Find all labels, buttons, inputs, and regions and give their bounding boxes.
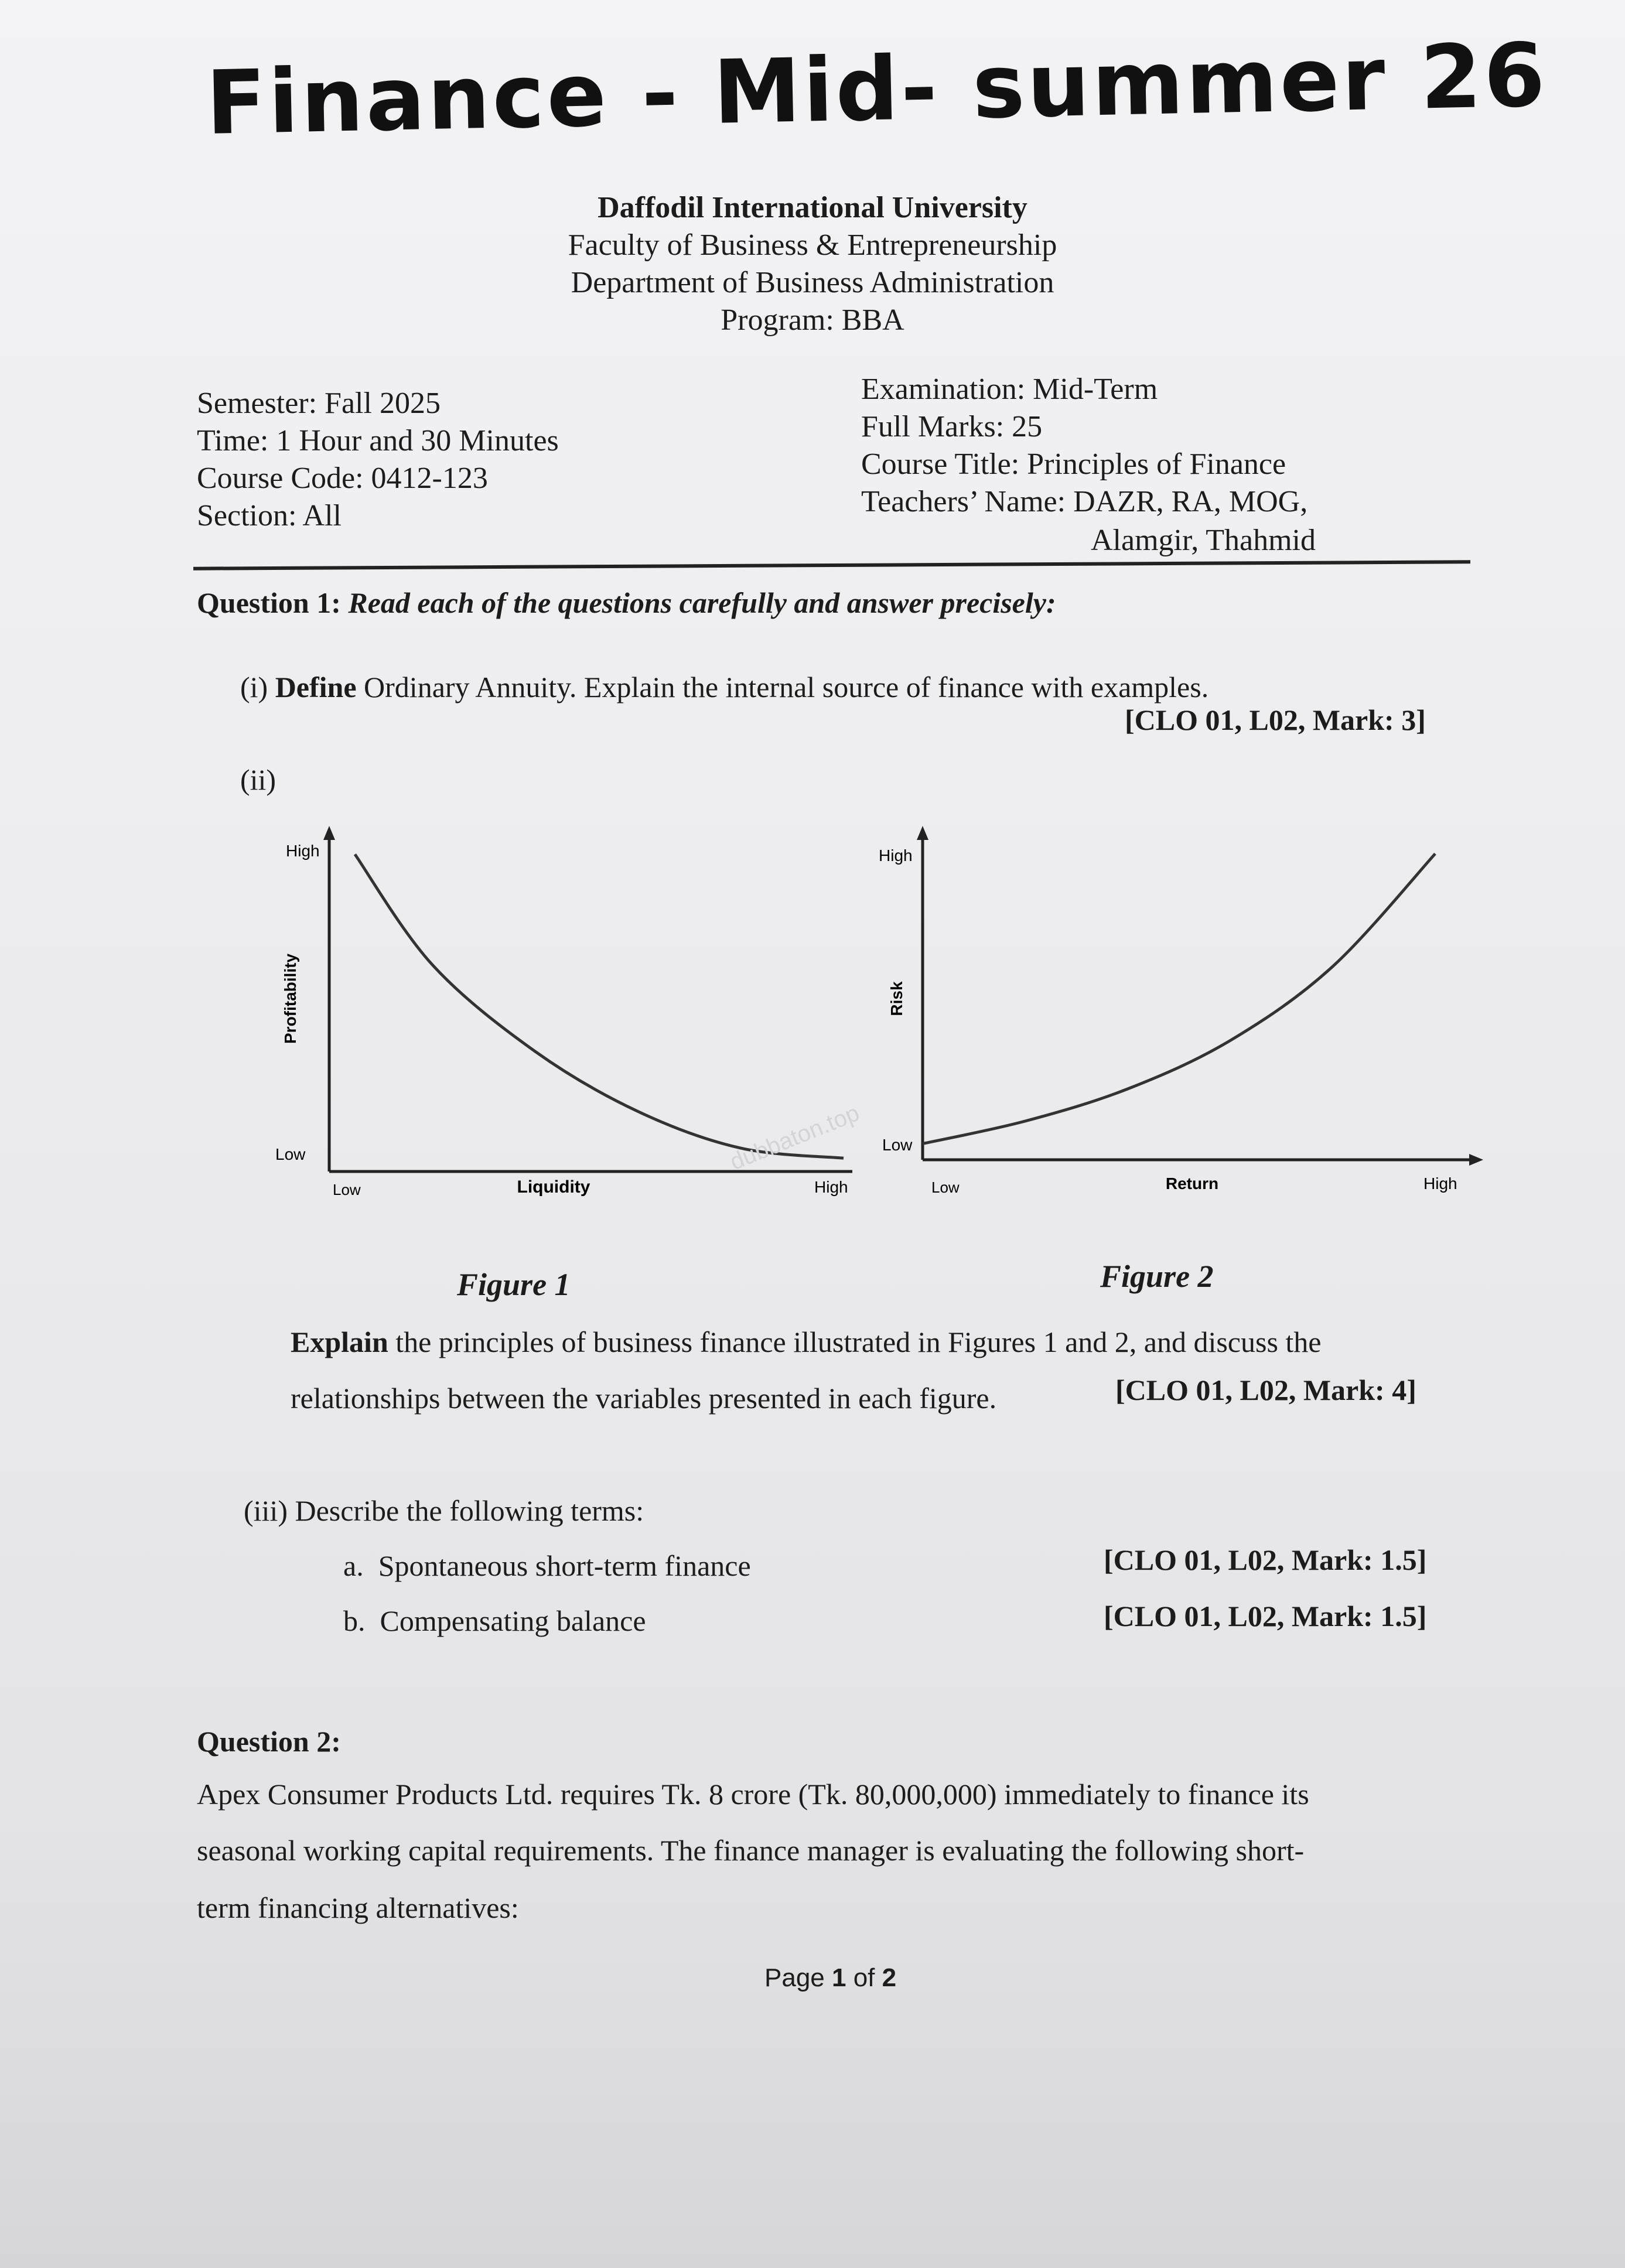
- figure-1-caption: Figure 1: [457, 1267, 571, 1302]
- figure-1-y-tick-low: Low: [275, 1145, 306, 1163]
- course-title: Course Title: Principles of Finance: [861, 448, 1286, 481]
- page-total: 2: [882, 1963, 897, 1992]
- question-2-line-1: Apex Consumer Products Ltd. requires Tk. 8 crore (Tk. 80,000,000) immediately to finance its: [197, 1778, 1309, 1811]
- figure-1-curve: [355, 855, 844, 1159]
- question-2-line-3: term financing alternatives:: [197, 1891, 519, 1924]
- examination-type: Examination: Mid-Term: [861, 373, 1158, 406]
- question-2-label: Question 2:: [197, 1725, 341, 1758]
- teachers-line-1: Teachers’ Name: DAZR, RA, MOG,: [861, 485, 1308, 518]
- figure-1-y-arrow: [323, 826, 335, 840]
- page-middle: of: [846, 1963, 882, 1992]
- question-1-heading: [197, 586, 1056, 620]
- figure-1-y-label: Profitability: [281, 953, 299, 1044]
- q1iii-intro: (iii) Describe the following terms:: [244, 1494, 644, 1527]
- figure-1-x-tick-high: High: [814, 1178, 848, 1196]
- q1iii-a-mark: [CLO 01, L02, Mark: 1.5]: [1104, 1543, 1427, 1576]
- handwritten-title: Finance - Mid- summer 26: [205, 25, 1549, 155]
- full-marks: Full Marks: 25: [861, 410, 1043, 443]
- header-divider: [193, 560, 1470, 570]
- q1iii-b-letter: b.: [343, 1604, 366, 1637]
- q1ii-mark: [CLO 01, L02, Mark: 4]: [1115, 1374, 1416, 1406]
- figure-2-x-tick-high: High: [1423, 1174, 1457, 1193]
- q1ii-text-line-2: relationships between the variables presented in each figure.: [291, 1382, 997, 1415]
- q1iii-a-text: Spontaneous short-term finance: [378, 1549, 751, 1582]
- figure-2-y-label: Risk: [887, 981, 906, 1016]
- question-1-i: [240, 670, 1208, 704]
- page-current: 1: [831, 1963, 846, 1992]
- question-1-instruction: Read each of the questions carefully and answer precisely:: [348, 586, 1056, 619]
- figure-2-y-tick-low: Low: [882, 1136, 913, 1154]
- q1ii-text-1: the principles of business finance illustrated in Figures 1 and 2, and discuss the: [395, 1326, 1322, 1358]
- section: Section: All: [197, 499, 342, 532]
- teachers-line-2: Alamgir, Thahmid: [1091, 524, 1316, 557]
- q1iii-b-mark: [CLO 01, L02, Mark: 1.5]: [1104, 1600, 1427, 1632]
- figure-2-y-tick-high: High: [879, 846, 913, 865]
- figure-1-x-label: Liquidity: [517, 1177, 590, 1197]
- program-name: Program: BBA: [721, 303, 904, 337]
- page-number: [764, 1963, 896, 1993]
- university-name: Daffodil International University: [598, 191, 1027, 224]
- figure-1-y-tick-high: High: [286, 842, 320, 860]
- department-name: Department of Business Administration: [571, 266, 1054, 299]
- q1ii-text-line-1: [291, 1325, 1322, 1359]
- q1ii-verb: Explain: [291, 1326, 388, 1358]
- figure-2-caption: Figure 2: [1100, 1259, 1214, 1294]
- q1iii-a-letter: a.: [343, 1549, 364, 1582]
- figure-2-curve: [923, 854, 1435, 1144]
- page-prefix: Page: [764, 1963, 832, 1992]
- q1i-number: (i): [240, 671, 268, 703]
- semester: Semester: Fall 2025: [197, 387, 441, 420]
- watermark: dubbaton.top: [726, 1099, 863, 1176]
- q1ii-number: (ii): [240, 763, 276, 796]
- exam-time: Time: 1 Hour and 30 Minutes: [197, 424, 559, 457]
- figure-2-x-tick-low: Low: [931, 1179, 960, 1196]
- course-code: Course Code: 0412-123: [197, 462, 488, 495]
- q1i-text: Ordinary Annuity. Explain the internal source of finance with examples.: [364, 671, 1209, 703]
- question-2-line-2: seasonal working capital requirements. The finance manager is evaluating the following short-: [197, 1834, 1305, 1867]
- figure-2-chart: [861, 814, 1494, 1212]
- figure-2-y-arrow: [917, 826, 928, 840]
- figure-2-x-label: Return: [1165, 1174, 1219, 1193]
- question-1-label: Question 1:: [197, 586, 341, 619]
- q1i-verb: Define: [275, 671, 357, 703]
- figure-1-x-tick-low: Low: [333, 1181, 361, 1198]
- q1iii-item-b: [343, 1604, 646, 1638]
- q1iii-item-a: [343, 1549, 751, 1583]
- faculty-name: Faculty of Business & Entrepreneurship: [568, 228, 1057, 262]
- q1i-mark: [CLO 01, L02, Mark: 3]: [1125, 703, 1426, 736]
- figure-2-x-arrow: [1469, 1154, 1483, 1166]
- q1iii-b-text: Compensating balance: [380, 1604, 646, 1637]
